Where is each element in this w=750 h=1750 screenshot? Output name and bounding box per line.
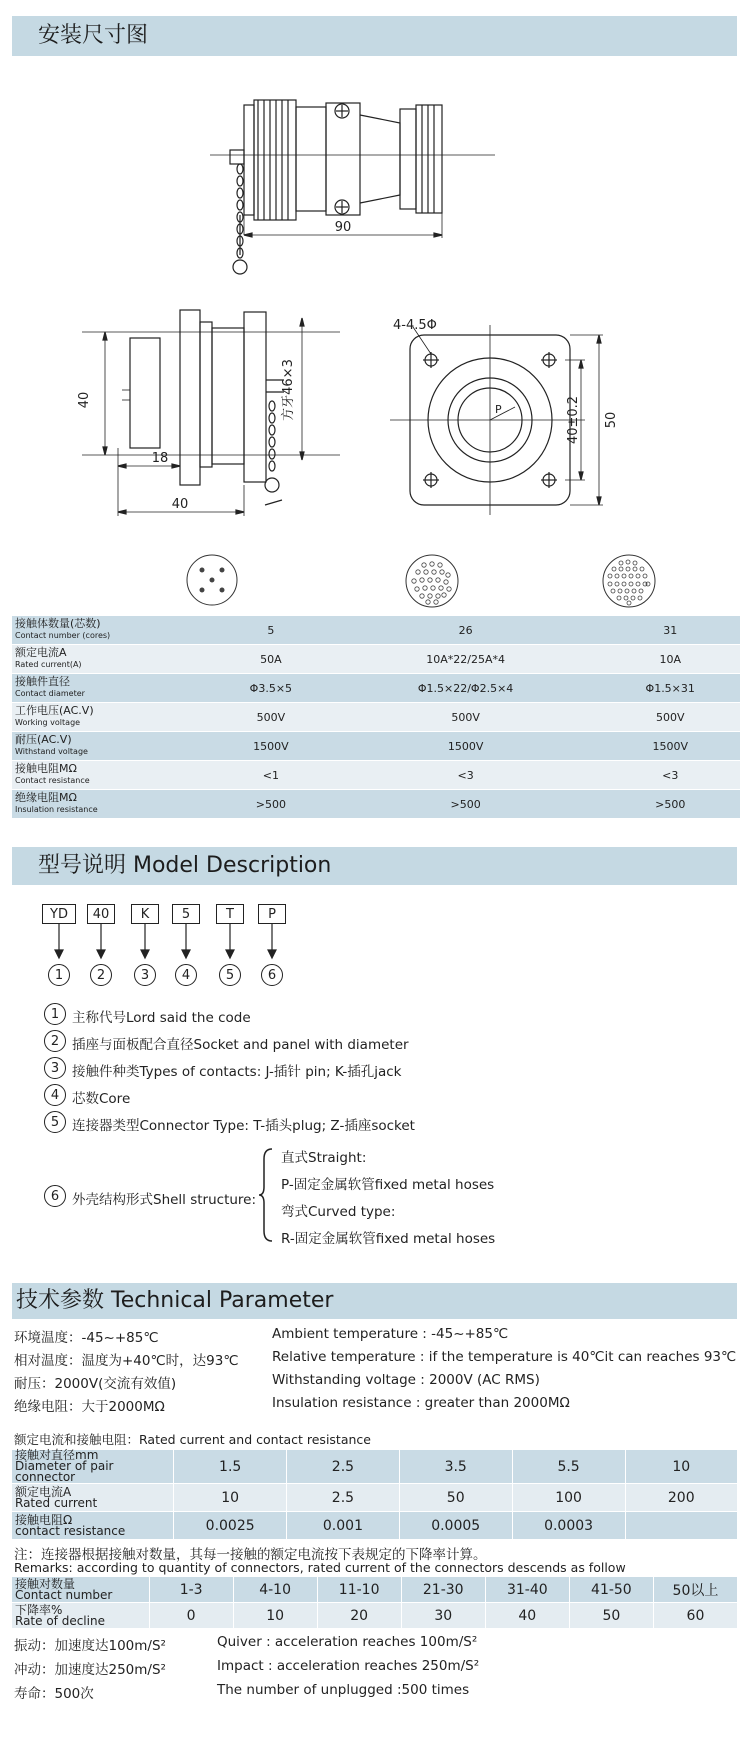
pin-layout-31-icon — [601, 553, 657, 609]
decline-table — [12, 1577, 738, 1629]
tech-param-en: Insulation resistance : greater than 2000MΩ — [272, 1395, 570, 1411]
model-code-box: P — [258, 904, 286, 924]
bottom-param-cn: 振动：加速度达100m/S² — [14, 1638, 166, 1654]
spec-cell: <3 — [600, 761, 740, 790]
spec-label-en: Working voltage — [15, 718, 81, 727]
bottom-param-en: Impact : acceleration reaches 250m/S² — [217, 1658, 480, 1674]
rated-cell: 3.5 — [399, 1450, 512, 1484]
rated-cell: 100 — [512, 1484, 625, 1512]
spec-cell: >500 — [331, 790, 601, 819]
dim-50: 50 — [604, 411, 619, 429]
spec-row — [12, 761, 740, 790]
decline-cell: 30 — [401, 1603, 485, 1629]
tech-param-cn: 相对温度：温度为+40℃时，达93℃ — [14, 1353, 239, 1369]
dim-thread: 方牙46×3 — [281, 359, 296, 421]
bottom-param-cn: 冲动：加速度达250m/S² — [14, 1662, 166, 1678]
section-title-technical: 技术参数 Technical Parameter — [12, 1283, 737, 1319]
spec-label-en: Contact number (cores) — [15, 631, 111, 640]
rated-row-label — [12, 1450, 174, 1484]
grid-label-en: Rated current — [15, 1495, 98, 1510]
spec-row-label — [12, 703, 211, 732]
dim-40-left: 40 — [77, 391, 92, 409]
rated-cell: 2.5 — [287, 1450, 400, 1484]
spec-label-en: Contact diameter — [15, 689, 85, 698]
desc-number-circle: 1 — [44, 1003, 66, 1025]
spec-cell: 1500V — [211, 732, 331, 761]
dim-90: 90 — [334, 220, 352, 235]
grid-label-en: Rate of decline — [15, 1613, 105, 1628]
desc-line: 芯数Core — [72, 1091, 131, 1107]
spec-label-cn: 耐压(AC.V) — [15, 733, 72, 746]
spec-label-cn: 接触体数量(芯数) — [15, 617, 101, 630]
desc-number-circle: 4 — [44, 1084, 66, 1106]
model-number-circle: 4 — [175, 964, 197, 986]
rated-cell: 5.5 — [512, 1450, 625, 1484]
decline-row-label — [12, 1577, 149, 1603]
rated-cell: 10 — [174, 1484, 287, 1512]
desc-number-circle: 2 — [44, 1030, 66, 1052]
spec-row-label — [12, 674, 211, 703]
rated-row — [12, 1484, 738, 1512]
rated-cell: 0.0003 — [512, 1512, 625, 1540]
note-en: Remarks: according to quantity of connectors, rated current of the connectors descends as follow — [14, 1560, 626, 1575]
spec-cell: >500 — [600, 790, 740, 819]
spec-cell: 1500V — [600, 732, 740, 761]
desc-line: 连接器类型Connector Type: T-插头plug; Z-插座socket — [72, 1118, 415, 1134]
model-code-box: YD — [42, 904, 76, 924]
spec-cell: <1 — [211, 761, 331, 790]
spec-row — [12, 790, 740, 819]
spec-cell: 500V — [331, 703, 601, 732]
model-number-circle: 5 — [219, 964, 241, 986]
spec-cell: 10A*22/25A*4 — [331, 645, 601, 674]
spec-cell: 31 — [600, 616, 740, 645]
tech-param-cn: 耐压：2000V(交流有效值) — [14, 1376, 177, 1392]
rated-cell: 0.0025 — [174, 1512, 287, 1540]
note-cn: 注：连接器根据接触对数量，其每一接触的额定电流按下表规定的下降率计算。 — [14, 1547, 487, 1563]
rated-cell: 200 — [625, 1484, 738, 1512]
tech-param-en: Withstanding voltage : 2000V (AC RMS) — [272, 1372, 540, 1388]
spec-cell: 26 — [331, 616, 601, 645]
spec-label-en: Rated current(A) — [15, 660, 82, 669]
dim-p: P — [495, 403, 502, 416]
shell-brace-icon — [258, 1147, 274, 1243]
spec-cell: Φ1.5×31 — [600, 674, 740, 703]
section-title-installation: 安装尺寸图 — [12, 16, 737, 56]
spec-row — [12, 645, 740, 674]
spec-cell: Φ3.5×5 — [211, 674, 331, 703]
decline-cell: 31-40 — [485, 1577, 569, 1603]
desc-number-circle: 3 — [44, 1057, 66, 1079]
spec-row-label — [12, 616, 211, 645]
decline-cell: 50 — [569, 1603, 653, 1629]
pin-layout-26-icon — [404, 553, 460, 609]
bottom-param-cn: 寿命：500次 — [14, 1686, 94, 1702]
spec-cell: <3 — [331, 761, 601, 790]
decline-cell: 41-50 — [569, 1577, 653, 1603]
spec-cell: Φ1.5×22/Φ2.5×4 — [331, 674, 601, 703]
dim-40-bottom: 40 — [171, 497, 189, 512]
desc-line: 主称代号Lord said the code — [72, 1010, 251, 1026]
decline-cell: 11-10 — [317, 1577, 401, 1603]
desc-number-circle: 5 — [44, 1111, 66, 1133]
rated-cell: 1.5 — [174, 1450, 287, 1484]
decline-cell: 60 — [653, 1603, 737, 1629]
desc-number-circle: 6 — [44, 1185, 66, 1207]
decline-row — [12, 1603, 738, 1629]
model-arrows-icon — [40, 924, 300, 964]
spec-cell: 1500V — [331, 732, 601, 761]
dim-40-02: 40±0.2 — [566, 395, 581, 445]
spec-label-cn: 绝缘电阻MΩ — [15, 791, 77, 804]
model-code-box: 5 — [172, 904, 200, 924]
spec-row — [12, 732, 740, 761]
spec-label-cn: 接触件直径 — [15, 675, 70, 688]
model-number-circle: 2 — [90, 964, 112, 986]
rated-cell: 0.0005 — [399, 1512, 512, 1540]
grid-label-cn: 接触电阻Ω — [15, 1512, 73, 1527]
spec-row — [12, 616, 740, 645]
grid-label-cn: 接触对数量 — [15, 1576, 76, 1591]
model-code-box: K — [131, 904, 159, 924]
desc-line: 插座与面板配合直径Socket and panel with diameter — [72, 1037, 409, 1053]
decline-row-label — [12, 1603, 149, 1629]
rated-row-label — [12, 1484, 174, 1512]
spec-cell: >500 — [211, 790, 331, 819]
rated-cell: 0.001 — [287, 1512, 400, 1540]
rated-row-label — [12, 1512, 174, 1540]
model-number-circle: 3 — [134, 964, 156, 986]
grid-label-cn: 下降率% — [15, 1602, 63, 1617]
spec-label-en: Contact resistance — [15, 776, 90, 785]
rated-title: 额定电流和接触电阻：Rated current and contact resistance — [14, 1432, 371, 1447]
plug-side-view-drawing — [200, 95, 500, 290]
bottom-param-en: Quiver : acceleration reaches 100m/S² — [217, 1634, 478, 1650]
grid-label-cn: 接触对直径mm — [15, 1448, 99, 1462]
model-code-box: T — [216, 904, 244, 924]
rated-table — [12, 1450, 738, 1540]
decline-row — [12, 1577, 738, 1603]
spec-label-en: Withstand voltage — [15, 747, 88, 756]
spec-cell: 500V — [211, 703, 331, 732]
shell-line: 直式Straight: — [281, 1150, 367, 1166]
spec-row — [12, 703, 740, 732]
model-code-box: 40 — [87, 904, 115, 924]
shell-line: P-固定金属软管fixed metal hoses — [281, 1177, 495, 1193]
decline-cell: 4-10 — [233, 1577, 317, 1603]
pin-layout-5-icon — [185, 553, 239, 607]
spec-row-label — [12, 790, 211, 819]
tech-param-en: Ambient temperature : -45~+85℃ — [272, 1326, 509, 1342]
spec-table — [12, 616, 740, 819]
shell-line: R-固定金属软管fixed metal hoses — [281, 1231, 496, 1247]
spec-row-label — [12, 732, 211, 761]
decline-cell: 21-30 — [401, 1577, 485, 1603]
tech-param-cn: 环境温度：-45~+85℃ — [14, 1330, 159, 1346]
model-number-circle: 6 — [261, 964, 283, 986]
rated-cell: 50 — [399, 1484, 512, 1512]
decline-cell: 50以上 — [653, 1577, 737, 1603]
spec-row-label — [12, 761, 211, 790]
spec-cell: 50A — [211, 645, 331, 674]
dim-holes: 4-4.5Φ — [393, 318, 437, 333]
decline-cell: 1-3 — [149, 1577, 233, 1603]
spec-label-cn: 额定电流A — [15, 646, 67, 659]
spec-cell: 500V — [600, 703, 740, 732]
flange-front-view-drawing — [385, 315, 685, 520]
model-number-circle: 1 — [48, 964, 70, 986]
decline-cell: 20 — [317, 1603, 401, 1629]
grid-label-en: Diameter of pair connector — [15, 1459, 114, 1484]
rated-cell: 10 — [625, 1450, 738, 1484]
section-title-model: 型号说明 Model Description — [12, 847, 737, 885]
decline-cell: 40 — [485, 1603, 569, 1629]
spec-label-cn: 工作电压(AC.V) — [15, 704, 94, 717]
tech-param-cn: 绝缘电阻：大于2000MΩ — [14, 1399, 165, 1415]
shell-line: 弯式Curved type: — [281, 1204, 396, 1220]
decline-cell: 10 — [233, 1603, 317, 1629]
spec-label-cn: 接触电阻MΩ — [15, 762, 77, 775]
spec-row — [12, 674, 740, 703]
rated-row — [12, 1450, 738, 1484]
grid-label-en: Contact number — [15, 1587, 113, 1602]
grid-label-en: contact resistance — [15, 1523, 126, 1538]
spec-label-en: Insulation resistance — [15, 805, 98, 814]
dim-18: 18 — [151, 451, 169, 466]
rated-row — [12, 1512, 738, 1540]
socket-side-view-drawing — [70, 300, 360, 530]
grid-label-cn: 额定电流A — [15, 1484, 72, 1499]
spec-row-label — [12, 645, 211, 674]
decline-cell: 0 — [149, 1603, 233, 1629]
spec-cell: 10A — [600, 645, 740, 674]
desc-line: 外壳结构形式Shell structure: — [72, 1192, 257, 1208]
spec-cell: 5 — [211, 616, 331, 645]
rated-cell — [625, 1512, 738, 1540]
rated-cell: 2.5 — [287, 1484, 400, 1512]
bottom-param-en: The number of unplugged :500 times — [217, 1682, 470, 1698]
tech-param-en: Relative temperature : if the temperature is 40℃it can reaches 93℃ — [272, 1349, 737, 1365]
desc-line: 接触件种类Types of contacts: J-插针 pin; K-插孔jack — [72, 1064, 402, 1080]
